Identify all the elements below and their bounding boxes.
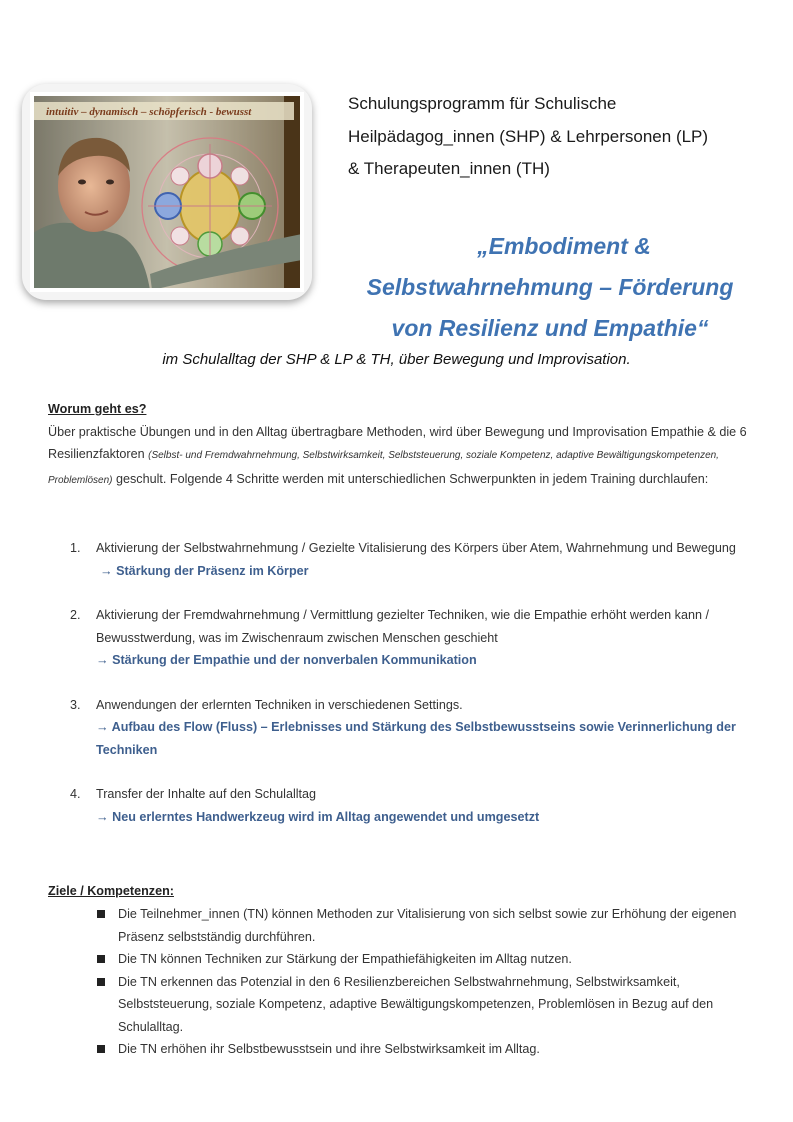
square-bullet-icon <box>94 903 118 948</box>
list-item <box>70 537 750 582</box>
step-result: → Stärkung der Präsenz im Körper <box>100 563 309 578</box>
square-bullet-icon <box>94 1038 118 1061</box>
intro-text <box>48 421 748 493</box>
square-bullet-icon <box>94 948 118 971</box>
header-line-2: Heilpädagog_innen (SHP) & Lehrpersonen (LP) <box>348 126 709 146</box>
intro-text-italic: (Selbst- und Fremdwahrnehmung, Selbstwirksamkeit, Selbststeuerung, soziale Kompetenz, adaptive Bewältigungskompetenzen, Problemlösen) <box>48 450 719 486</box>
list-item <box>94 1038 754 1061</box>
step-number: 3. <box>70 697 81 712</box>
subtitle: im Schulalltag der SHP & LP & TH, über Bewegung und Improvisation. <box>162 351 631 368</box>
intro-text-b: geschult. Folgende 4 Schritte werden mit unterschiedlichen Schwerpunkten in jedem Training durchlaufen: <box>112 471 709 486</box>
step-text: Anwendungen der erlernten Techniken in verschiedenen Settings. <box>96 697 463 712</box>
embodiment-photo-illustration <box>22 84 312 300</box>
goal-text: Die Teilnehmer_innen (TN) können Methoden zur Vitalisierung von sich selbst sowie zur Erhöhung der eigenen Präsenz selbstständig durchführen. <box>118 907 737 944</box>
list-item <box>70 604 750 672</box>
banner-text: intuitiv – dynamisch – schöpferisch - bewusst <box>46 106 252 118</box>
step-result: → Neu erlerntes Handwerkzeug wird im Alltag angewendet und umgesetzt <box>96 809 540 824</box>
step-result: → Stärkung der Empathie und der nonverbalen Kommunikation <box>96 653 477 667</box>
document-title <box>330 226 770 349</box>
intro-text-a: Über praktische Übungen und in den Alltag übertragbare Methoden, wird über Bewegung und Improvisation Empathie & die 6 Resilienzfaktoren <box>48 424 747 461</box>
step-text: Aktivierung der Selbstwahrnehmung / Gezielte Vitalisierung des Körpers über Atem, Wahrnehmung und Bewegung <box>96 541 736 555</box>
goal-text: Die TN erhöhen ihr Selbstbewusstsein und ihre Selbstwirksamkeit im Alltag. <box>118 1042 540 1056</box>
program-header <box>348 88 768 186</box>
list-item <box>94 903 754 948</box>
list-item <box>70 694 750 762</box>
step-text: Transfer der Inhalte auf den Schulalltag <box>96 787 317 801</box>
header-line-1: Schulungsprogramm für Schulische <box>348 94 617 113</box>
title-line-1: „Embodiment & <box>477 233 651 259</box>
goals-section <box>48 880 748 903</box>
step-number: 1. <box>70 541 81 555</box>
list-item <box>70 783 750 828</box>
step-text: Aktivierung der Fremdwahrnehmung / Vermittlung gezielter Techniken, wie die Empathie erhöht werden kann / Bewusstwerdung, was im Zwischenraum zwischen Menschen geschieht <box>96 608 709 645</box>
step-result: → Aufbau des Flow (Fluss) – Erlebnisses und Stärkung des Selbstbewusstseins sowie Verinnerlichung der Techniken <box>96 720 736 757</box>
goals-heading: Ziele / Kompetenzen: <box>48 884 174 898</box>
square-bullet-icon <box>94 971 118 1039</box>
title-line-2: Selbstwahrnehmung – Förderung <box>366 274 734 300</box>
list-item <box>94 948 754 971</box>
list-item <box>94 971 754 1039</box>
step-number: 4. <box>70 787 81 801</box>
steps-list <box>70 537 750 828</box>
header-line-3: & Therapeuten_innen (TH) <box>348 159 550 178</box>
header-photo <box>22 84 312 300</box>
goal-text: Die TN können Techniken zur Stärkung der Empathiefähigkeiten im Alltag nutzen. <box>118 952 572 966</box>
intro-section <box>48 398 748 492</box>
goal-text: Die TN erkennen das Potenzial in den 6 Resilienzbereichen Selbstwahrnehmung, Selbstwirksamkeit, Selbststeuerung, soziale Kompetenz, adaptive Bewältigungskompetenzen, Problemlösen in Bezug auf den Schulalltag. <box>118 974 714 1034</box>
intro-heading: Worum geht es? <box>48 402 147 416</box>
goals-list <box>94 903 754 1061</box>
step-number: 2. <box>70 608 81 622</box>
title-line-3: von Resilienz und Empathie“ <box>391 315 709 341</box>
